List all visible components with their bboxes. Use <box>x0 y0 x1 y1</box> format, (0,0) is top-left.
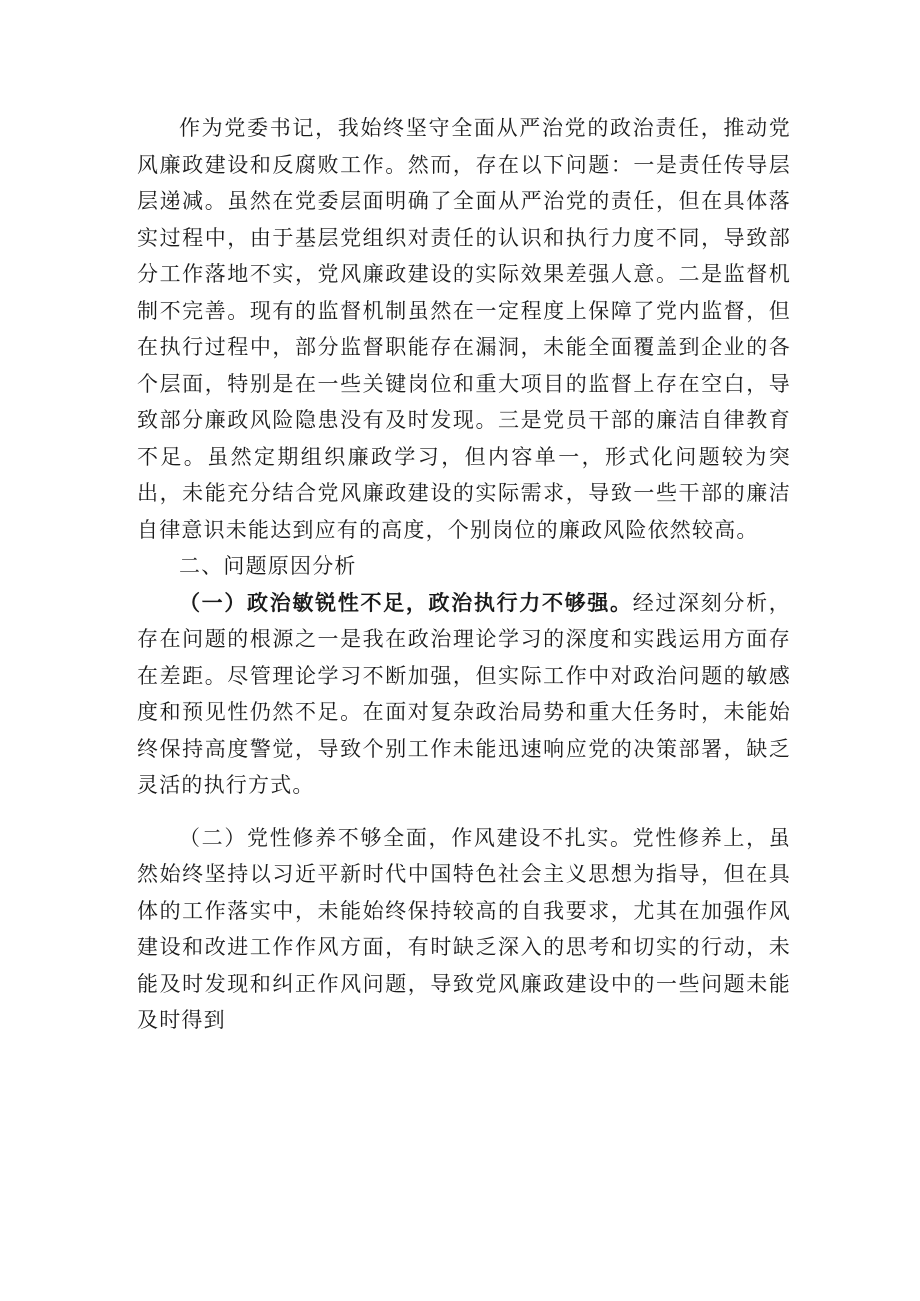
paragraph-political-sensitivity <box>137 585 791 804</box>
document-body <box>137 110 791 1039</box>
paragraph-lead-bold: （一）政治敏锐性不足，政治执行力不够强。 <box>179 589 633 615</box>
paragraph-party-cultivation: （二）党性修养不够全面，作风建设不扎实。党性修养上，虽然始终坚持以习近平新时代中国特色社会主义思想为指导，但在具体的工作落实中，未能始终保持较高的自我要求，尤其在加强作风建设和改进工作作风方面，有时缺乏深入的思考和切实的行动，未能及时发现和纠正作风问题，导致党风廉政建设中的一些问题未能及时得到 <box>137 825 791 1032</box>
paragraph-body-text: 经过深刻分析，存在问题的根源之一是我在政治理论学习的深度和实践运用方面存在差距。尽管理论学习不断加强，但实际工作中对政治问题的敏感度和预见性仍然不足。在面对复杂政治局势和重大任务时，未能始终保持高度警觉，导致个别工作未能迅速响应党的决策部署，缺乏灵活的执行方式。 <box>137 590 791 797</box>
paragraph-responsibility-issues: 作为党委书记，我始终坚守全面从严治党的政治责任，推动党风廉政建设和反腐败工作。然而，存在以下问题：一是责任传导层层递减。虽然在党委层面明确了全面从严治党的责任，但在具体落实过程中，由于基层党组织对责任的认识和执行力度不同，导致部分工作落地不实，党风廉政建设的实际效果差强人意。二是监督机制不完善。现有的监督机制虽然在一定程度上保障了党内监督，但在执行过程中，部分监督职能存在漏洞，未能全面覆盖到企业的各个层面，特别是在一些关键岗位和重大项目的监督上存在空白，导致部分廉政风险隐患没有及时发现。三是党员干部的廉洁自律教育不足。虽然定期组织廉政学习，但内容单一，形式化问题较为突出，未能充分结合党风廉政建设的实际需求，导致一些干部的廉洁自律意识未能达到应有的高度，个别岗位的廉政风险依然较高。 <box>137 116 791 542</box>
section-heading: 二、问题原因分析 <box>179 554 357 578</box>
